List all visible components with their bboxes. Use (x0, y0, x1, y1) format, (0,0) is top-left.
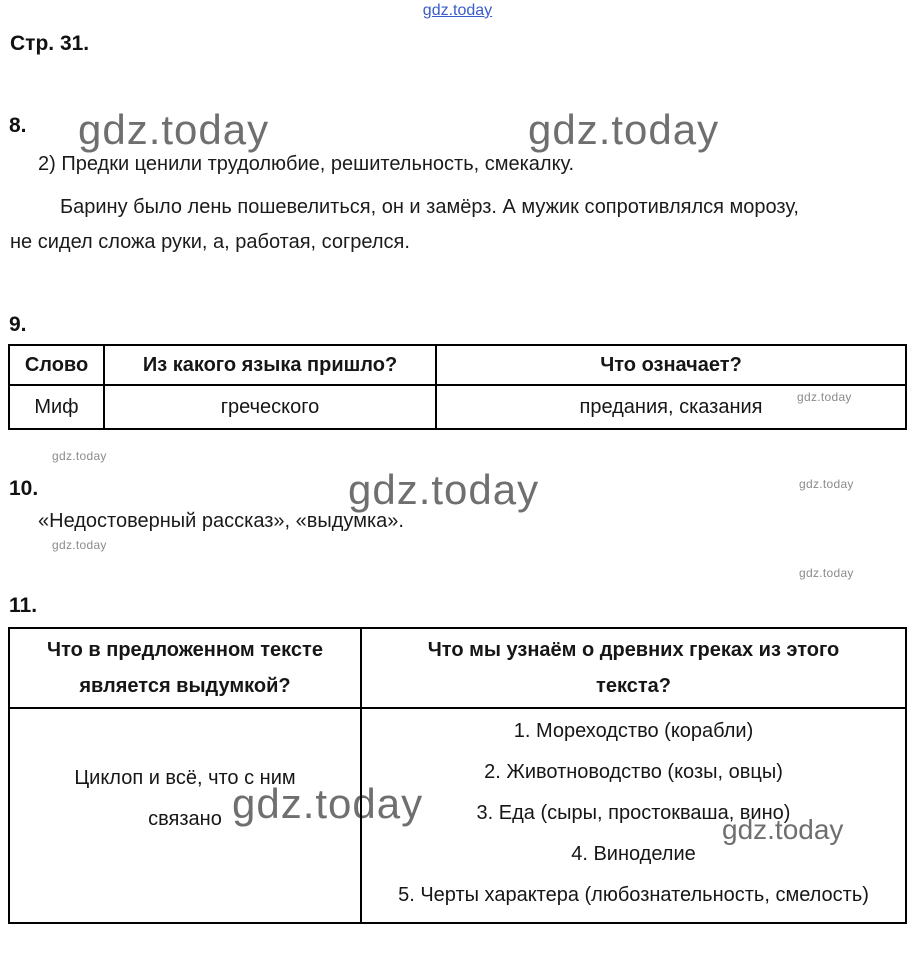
column-header-fiction-text: Что в предложенном тексте является выдумкой? (47, 639, 323, 697)
watermark: gdz.today (799, 566, 854, 580)
task-11-table (8, 627, 907, 924)
task-8-answer: 2) Предки ценили трудолюбие, решительность, смекалку. (38, 153, 575, 175)
task-8-paragraph-line1: Барину было лень пошевелиться, он и замёрз. А мужик сопротивлялся морозу, (60, 196, 799, 218)
column-header-language: Из какого языка пришло? (104, 345, 436, 385)
task-10-number: 10. (9, 477, 39, 500)
cell-language: греческого (104, 385, 436, 429)
watermark: gdz.today (52, 538, 107, 552)
list-item: 4. Виноделие (571, 843, 696, 865)
page-title: Стр. 31. (10, 32, 90, 55)
cell-word: Миф (9, 385, 104, 429)
list-item: 5. Черты характера (любознательность, смелость) (398, 884, 869, 906)
cell-fiction (9, 708, 361, 923)
column-header-facts-text: Что мы узнаём о древних греках из этого текста? (427, 639, 840, 697)
list-item: 1. Мореходство (корабли) (513, 720, 754, 742)
site-link[interactable]: gdz.today (422, 2, 493, 19)
watermark: gdz.today (78, 106, 270, 153)
watermark: gdz.today (797, 390, 852, 404)
list-item: 3. Еда (сыры, простокваша, вино) (476, 802, 791, 824)
column-header-facts (361, 628, 906, 708)
table-row (9, 708, 906, 923)
watermark: gdz.today (799, 477, 854, 491)
task-9-table (8, 344, 907, 430)
task-8-paragraph-line2: не сидел сложа руки, а, работая, согрелся. (10, 231, 410, 253)
watermark: gdz.today (528, 106, 720, 153)
task-10-answer: «Недостоверный рассказ», «выдумка». (38, 510, 404, 532)
cell-fiction-text: Циклоп и всё, что с ним связано (74, 766, 296, 830)
watermark: gdz.today (722, 814, 844, 845)
column-header-fiction (9, 628, 361, 708)
watermark: gdz.today (348, 466, 540, 513)
task-9-number: 9. (9, 313, 27, 336)
table-header-row (9, 628, 906, 708)
cell-meaning: предания, сказания (436, 385, 906, 429)
watermark: gdz.today (232, 780, 424, 827)
task-11-number: 11. (9, 594, 38, 617)
table-row (9, 385, 906, 429)
watermark: gdz.today (52, 449, 107, 463)
column-header-meaning: Что означает? (436, 345, 906, 385)
list-item: 2. Животноводство (козы, овцы) (484, 761, 783, 783)
task-8-number: 8. (9, 114, 27, 137)
cell-facts (361, 708, 906, 923)
column-header-word: Слово (9, 345, 104, 385)
table-header-row (9, 345, 906, 385)
